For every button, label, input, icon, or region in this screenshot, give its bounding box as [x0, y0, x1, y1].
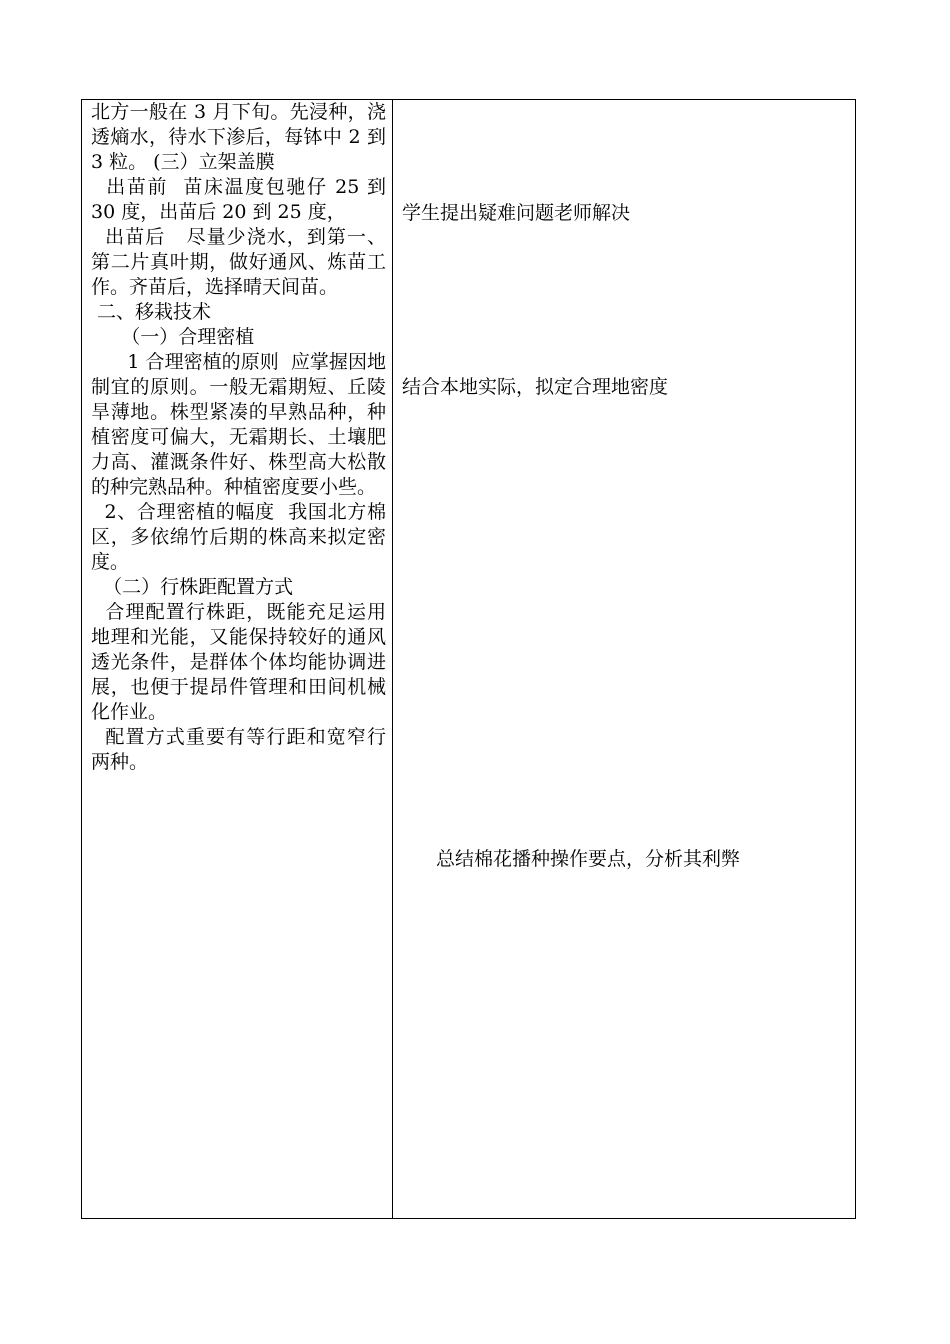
- section-heading-transplanting: 二、移栽技术: [91, 301, 212, 323]
- subheading-row-spacing: （二）行株距配置方式: [91, 576, 294, 598]
- paragraph-row-spacing: 合理配置行株距，既能充足运用地理和光能，又能保持较好的通风透光条件，是群体个体均能协调进展，也便于提昂件管理和田间机械化作业。: [91, 601, 386, 723]
- note-student-questions: 学生提出疑难问题老师解决: [402, 202, 631, 224]
- paragraph-before-emergence: 出苗前 苗床温度包驰仔 25 到 30 度，出苗后 20 到 25 度，: [91, 176, 386, 223]
- note-summary: 总结棉花播种操作要点，分析其利弊: [436, 848, 741, 870]
- paragraph-density-range: 2、合理密植的幅度 我国北方棉区，多依绵竹后期的株高来拟定密度。: [91, 501, 386, 573]
- paragraph-after-emergence: 出苗后 尽量少浇水，到第一、第二片真叶期，做好通风、炼苗工作。齐苗后，选择晴天间苗。: [91, 226, 386, 298]
- paragraph-density-principle: 1 合理密植的原则 应掌握因地制宜的原则。一般无霜期短、丘陵旱薄地。株型紧凑的早熟品种，种植密度可偏大，无霜期长、土壤肥力高、灌溉条件好、株型高大松散的种完熟品种。种植密度要小些。: [91, 351, 386, 498]
- note-local-density: 结合本地实际，拟定合理地密度: [402, 376, 669, 398]
- paragraph-sowing: 北方一般在 3 月下旬。先浸种，浇透熵水，待水下渗后，每钵中 2 到 3 粒。 (三）立架盖膜: [91, 101, 386, 173]
- content-cell: [82, 100, 392, 1218]
- lesson-plan-table: [81, 99, 856, 1219]
- paragraph-spacing-methods: 配置方式重要有等行距和宽窄行两种。: [91, 726, 386, 773]
- subheading-dense-planting: （一）合理密植: [91, 326, 255, 348]
- activity-cell: [393, 100, 857, 1218]
